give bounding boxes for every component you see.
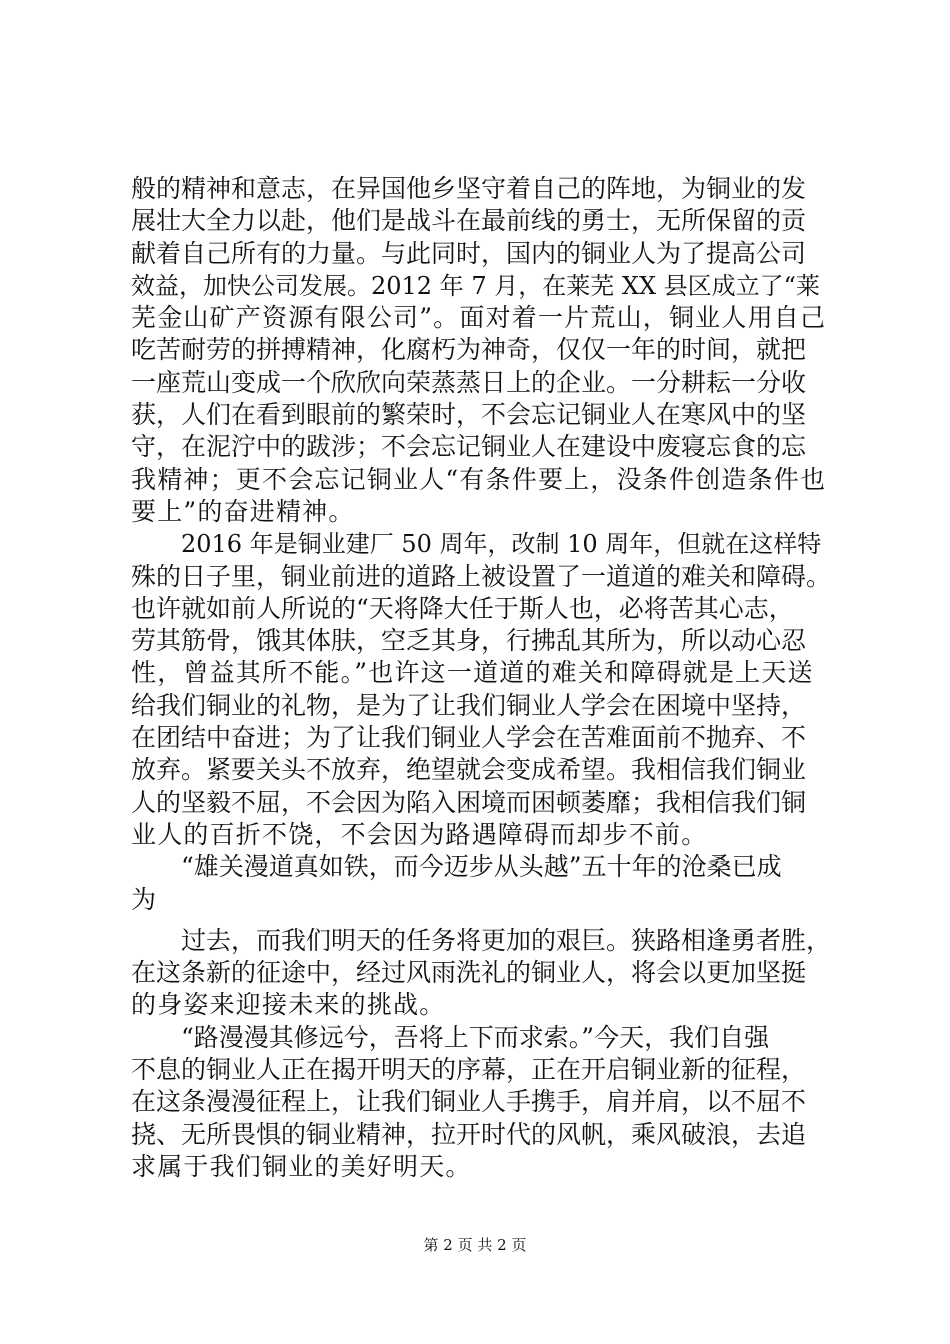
text-line: 给我们铜业的礼物，是为了让我们铜业人学会在困境中坚持， — [131, 690, 807, 720]
text-line: 在团结中奋进；为了让我们铜业人学会在苦难面前不抛弃、不 — [131, 723, 807, 753]
text-line: 效益，加快公司发展。2012 年 7 月，在莱芜 XX 县区成立了“莱 — [131, 271, 820, 300]
text-line: “雄关漫道真如铁，而今迈步从头越”五十年的沧桑已成 — [181, 852, 782, 882]
text-line: 劳其筋骨，饿其体肤，空乏其身，行拂乱其所为，所以动心忍 — [131, 626, 807, 656]
text-line: 不息的铜业人正在揭开明天的序幕，正在开启铜业新的征程， — [131, 1055, 807, 1085]
text-line: 吃苦耐劳的拼搏精神，化腐朽为神奇，仅仅一年的时间，就把 — [131, 335, 807, 365]
text-line: 一座荒山变成一个欣欣向荣蒸蒸日上的企业。一分耕耘一分收 — [131, 367, 807, 397]
text-line: 芜金山矿产资源有限公司”。面对着一片荒山，铜业人用自己 — [131, 303, 827, 333]
text-line: 守，在泥泞中的跋涉；不会忘记铜业人在建设中废寝忘食的忘 — [131, 432, 807, 462]
text-line: 在这条漫漫征程上，让我们铜业人手携手，肩并肩，以不屈不 — [131, 1087, 807, 1117]
text-line: 殊的日子里，铜业前进的道路上被设置了一道道的难关和障碍。 — [131, 561, 832, 591]
text-line: 求属于我们铜业的美好明天。 — [131, 1151, 472, 1181]
text-line: 般的精神和意志，在异国他乡坚守着自己的阵地，为铜业的发 — [131, 174, 807, 203]
text-line: 业人的百折不饶，不会因为路遇障碍而却步不前。 — [131, 819, 708, 849]
text-line: 获，人们在看到眼前的繁荣时，不会忘记铜业人在寒风中的坚 — [131, 400, 807, 430]
text-line: 献着自己所有的力量。与此同时，国内的铜业人为了提高公司 — [131, 238, 807, 268]
text-line: 过去，而我们明天的任务将更加的艰巨。狭路相逢勇者胜， — [181, 925, 832, 955]
text-line: 挠、无所畏惧的铜业精神，拉开时代的风帆，乘风破浪，去追 — [131, 1119, 807, 1149]
text-line: 我精神；更不会忘记铜业人“有条件要上，没条件创造条件也 — [131, 464, 827, 494]
text-line: 要上”的奋进精神。 — [131, 496, 355, 526]
text-line: 放弃。紧要关头不放弃，绝望就会变成希望。我相信我们铜业 — [131, 755, 807, 785]
text-line: 为 — [131, 884, 157, 914]
text-line: 展壮大全力以赴，他们是战斗在最前线的勇士，无所保留的贡 — [131, 206, 807, 236]
text-line: 性，曾益其所不能。”也许这一道道的难关和障碍就是上天送 — [131, 658, 814, 688]
text-line: 在这条新的征途中，经过风雨洗礼的铜业人，将会以更加坚挺 — [131, 958, 807, 988]
text-line: 的身姿来迎接未来的挑战。 — [131, 990, 446, 1020]
text-line: 也许就如前人所说的“天将降大任于斯人也，必将苦其心志， — [131, 593, 794, 623]
text-line: “路漫漫其修远兮，吾将上下而求索。”今天，我们自强 — [181, 1022, 770, 1052]
text-line: 2016 年是铜业建厂 50 周年，改制 10 周年，但就在这样特 — [181, 530, 822, 559]
page-number-footer: 第 2 页 共 2 页 — [423, 1236, 527, 1254]
text-line: 人的坚毅不屈，不会因为陷入困境而困顿萎靡；我相信我们铜 — [131, 787, 807, 817]
document-body — [131, 173, 831, 1183]
